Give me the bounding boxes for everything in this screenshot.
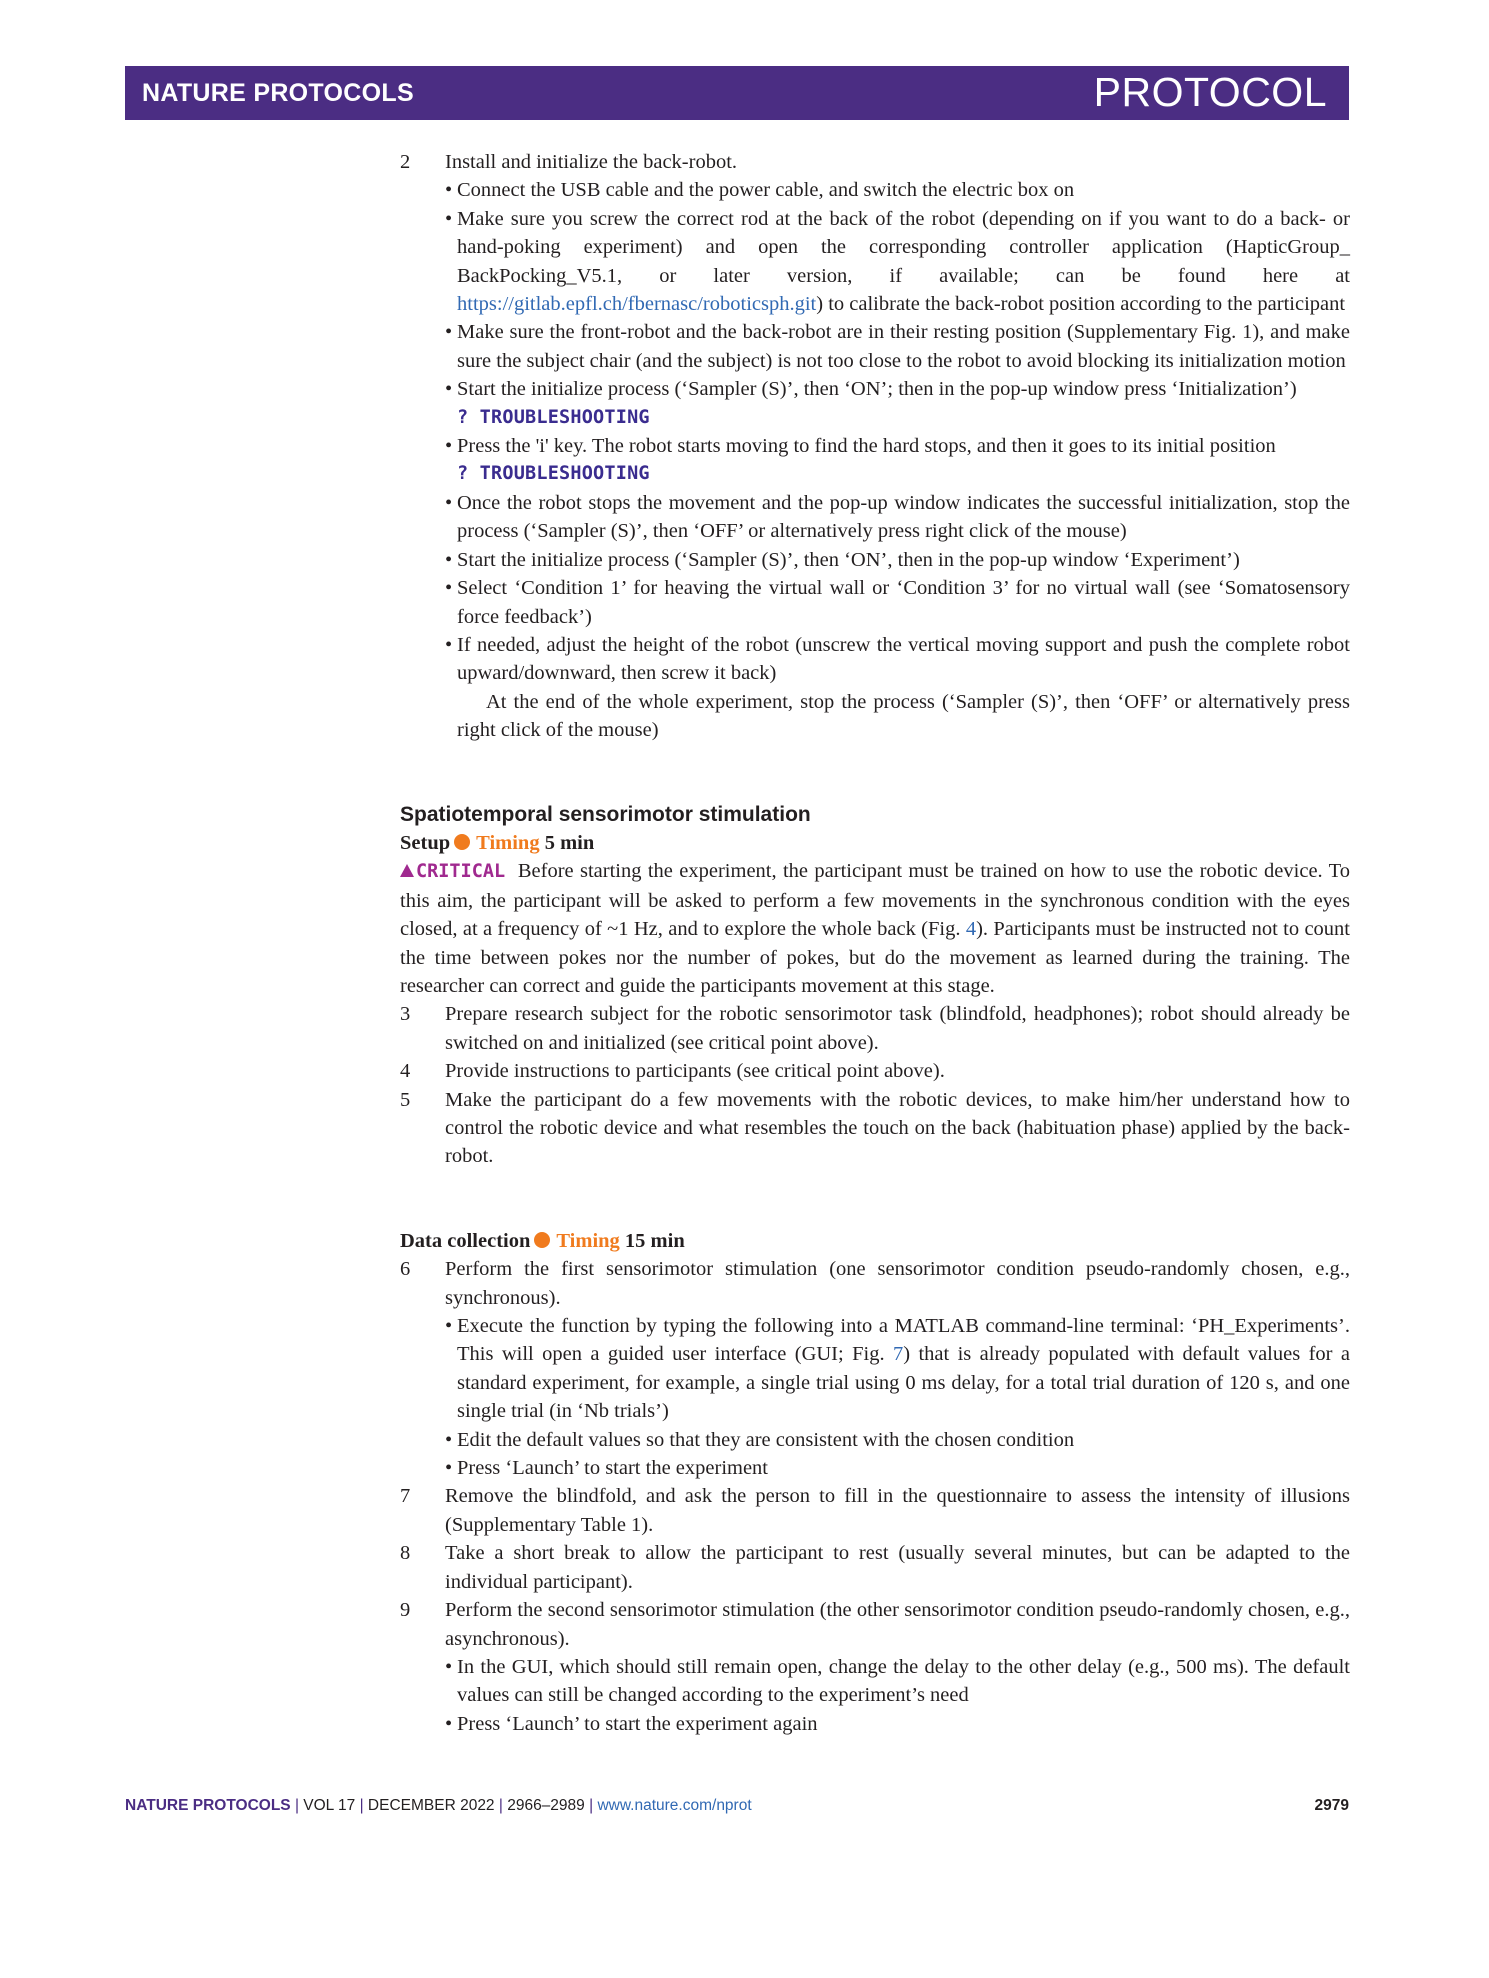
figure-link[interactable]: 4 [965,918,977,941]
bullet-text: ) that is already populated with default values for a standard experiment, for example, a single trial using 0 ms delay, for a total trial duration of 120 s, and one single trial (in ‘Nb trials’) [457,1343,1350,1423]
step-7 [400,1482,1350,1539]
step-number: 2 [400,151,411,173]
troubleshooting-link[interactable]: ? TROUBLESHOOTING [457,463,650,485]
step-5 [400,1086,1350,1171]
step-text: Perform the second sensorimotor stimulation (the other sensorimotor condition pseudo-randomly chosen, e.g., asynchronous). [445,1599,1350,1650]
bullet-item: • Press ‘Launch’ to start the experiment again [400,1710,1350,1738]
figure-link[interactable]: 7 [892,1343,904,1366]
data-collection-heading [400,1227,1350,1255]
footer-date: DECEMBER 2022 [367,1797,495,1814]
bullet-item: • Edit the default values so that they are consistent with the chosen condition [400,1426,1350,1454]
step-3 [400,1000,1350,1057]
step-6 [400,1255,1350,1312]
critical-label: CRITICAL [416,861,506,883]
bullet-item: • Connect the USB cable and the power cable, and switch the electric box on [400,176,1350,204]
bullet-text: Execute the function by typing the following into a MATLAB command-line terminal: ‘PH_Experiments’. This will open a guided user interface (GUI; Fig. [457,1315,1350,1366]
footer-separator: | [494,1797,508,1814]
main-content [400,148,1350,1738]
section-label: PROTOCOL [1093,69,1327,115]
step-number: 5 [400,1088,411,1111]
bullet-item [400,1312,1350,1426]
footer-url[interactable]: www.nature.com/nprot [597,1797,752,1814]
timing-label: Timing [476,831,540,854]
spacer [400,1171,1350,1227]
step-number: 8 [400,1542,411,1565]
footer-separator: | [355,1797,368,1814]
setup-label: Setup [400,831,451,854]
step-text: Perform the first sensorimotor stimulation (one sensorimotor condition pseudo-randomly chosen, e.g., synchronous). [445,1258,1350,1309]
section-title: Spatiotemporal sensorimotor stimulation [400,802,811,826]
footer-journal: NATURE PROTOCOLS [125,1797,291,1814]
data-collection-label: Data collection [400,1229,531,1252]
gitlab-link[interactable]: https://gitlab.epfl.ch/fbernasc/roboticsph.git [457,293,817,316]
footer-volume: VOL 17 [303,1797,356,1814]
step-text: Make the participant do a few movements with the robotic devices, to make him/her understand how to control the robotic device and what resembles the touch on the back (habituation phase) applied by the back-robot. [445,1088,1350,1168]
step-2 [400,148,1350,176]
step-number: 4 [400,1060,411,1083]
step-text: Provide instructions to participants (see critical point above). [445,1060,945,1083]
bullet-item: • Select ‘Condition 1’ for heaving the virtual wall or ‘Condition 3’ for no virtual wall (see ‘Somatosensory force feedback’) [400,574,1350,631]
critical-text: ). Participants must be instructed not to count the time between pokes nor the number of pokes, but do the movement as learned during the training. The researcher can correct and guide the participants movement at this stage. [400,918,1350,997]
closing-paragraph: At the end of the whole experiment, stop the process (‘Sampler (S)’, then ‘OFF’ or alternatively press right click of the mouse) [457,690,1350,742]
bullet-item: • Make sure the front-robot and the back-robot are in their resting position (Supplementary Fig. 1), and make sure the subject chair (and the subject) is not too close to the robot to avoid blocking its initialization motion [400,318,1350,375]
setup-heading [400,829,1350,857]
bullet-item [400,205,1350,319]
step-text: Install and initialize the back-robot. [445,151,738,173]
spacer [400,745,1350,801]
bullet-text: Make sure you screw the correct rod at the back of the robot (depending on if you want to do a back- or hand-poking experiment) and open the corresponding controller application (HapticGroup_ BackPocking_V5.1, or later version, if available; can be found here at [457,207,1350,287]
bullet-item: • Press the 'i' key. The robot starts moving to find the hard stops, and then it goes to its initial position [400,432,1350,460]
footer-separator: | [584,1797,598,1814]
step-number: 9 [400,1599,411,1622]
timing-dot-icon [534,1232,550,1248]
critical-paragraph [400,857,1350,1000]
footer-pages: 2966–2989 [507,1797,585,1814]
step-number: 3 [400,1003,411,1026]
journal-name: NATURE PROTOCOLS [142,79,414,107]
bullet-item: • Start the initialize process (‘Sampler (S)’, then ‘ON’, then in the pop-up window ‘Experiment’) [400,546,1350,574]
step-number: 7 [400,1485,411,1508]
footer [125,1797,1349,1815]
step-text: Prepare research subject for the robotic sensorimotor task (blindfold, headphones); robot should already be switched on and initialized (see critical point above). [445,1003,1350,1054]
bullet-item: • If needed, adjust the height of the robot (unscrew the vertical moving support and push the complete robot upward/downward, then screw it back) [400,631,1350,688]
timing-label: Timing [556,1229,620,1252]
header-bar [125,66,1349,120]
step-text: Take a short break to allow the participant to rest (usually several minutes, but can be adapted to the individual participant). [445,1542,1350,1593]
step-number: 6 [400,1258,411,1281]
page-number: 2979 [1314,1797,1349,1814]
bullet-text: ) to calibrate the back-robot position according to the participant [816,293,1346,316]
step-9 [400,1596,1350,1653]
bullet-item: • Press ‘Launch’ to start the experiment [400,1454,1350,1482]
bullet-item: • Once the robot stops the movement and the pop-up window indicates the successful initialization, stop the process (‘Sampler (S)’, then ‘OFF’ or alternatively press right click of the mouse) [400,489,1350,546]
critical-text: Before starting the experiment, the participant must be trained on how to use the robotic device. To this aim, the participant will be asked to perform a few movements in the synchronous condition with the eyes closed, at a frequency of ~1 Hz, and to explore the whole back (Fig. [400,860,1351,941]
timing-value: 15 min [624,1229,685,1252]
critical-triangle-icon [400,864,414,877]
bullet-item: • In the GUI, which should still remain open, change the delay to the other delay (e.g., 500 ms). The default values can still be changed according to the experiment’s need [400,1653,1350,1710]
footer-separator: | [290,1797,304,1814]
timing-value: 5 min [544,831,595,854]
step-text: Remove the blindfold, and ask the person to fill in the questionnaire to assess the intensity of illusions (Supplementary Table 1). [445,1485,1350,1536]
bullet-item: • Start the initialize process (‘Sampler (S)’, then ‘ON’; then in the pop-up window press ‘Initialization’) [400,375,1350,403]
timing-dot-icon [454,834,470,850]
troubleshooting-link[interactable]: ? TROUBLESHOOTING [457,406,650,428]
step-4 [400,1057,1350,1085]
step-8 [400,1539,1350,1596]
